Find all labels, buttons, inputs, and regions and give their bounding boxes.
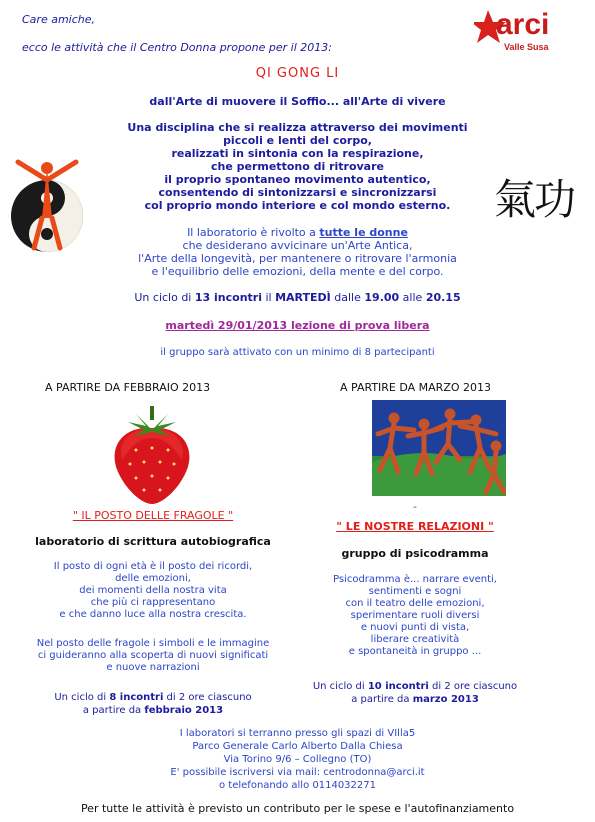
- paragraph-line: sperimentare ruoli diversi: [350, 610, 480, 621]
- paragraph-line: e che danno luce alla nostra crescita.: [59, 609, 247, 620]
- paragraph-line: sentimenti e sogni: [368, 586, 462, 597]
- right-title: " LE NOSTRE RELAZIONI ": [336, 520, 494, 533]
- greeting: Care amiche,: [22, 13, 96, 26]
- schedule-text: Un ciclo di: [134, 291, 195, 304]
- qigong-kanji: 氣功: [494, 175, 575, 224]
- footer-line: I laboratori si terranno presso gli spazi di VIlla5: [179, 728, 416, 739]
- cycle-text: Un ciclo di: [312, 681, 368, 692]
- qigong-description: [110, 121, 485, 212]
- schedule-text: alle: [399, 291, 426, 304]
- schedule-text: dalle: [330, 291, 365, 304]
- yin-yang-figure-image: [6, 158, 88, 254]
- audience-line: l'Arte della longevità, per mantenere o ritrovare l'armonia: [138, 252, 457, 265]
- paragraph-line: Il posto di ogni età è il posto dei ricordi,: [53, 561, 253, 572]
- schedule-start-time: 19.00: [364, 291, 400, 304]
- paragraph-line: e spontaneità in gruppo ...: [348, 646, 482, 657]
- dance-painting-image: [372, 400, 506, 496]
- description-line: consentendo di sintonizzarsi e sincronizzarsi: [158, 186, 437, 199]
- qigong-title: QI GONG LI: [255, 66, 340, 81]
- cycle-count: 8 incontri: [109, 692, 164, 703]
- audience-highlight: tutte le donne: [319, 226, 408, 239]
- left-paragraph-2: [10, 638, 296, 674]
- audience-prefix: Il laboratorio è rivolto a: [187, 226, 320, 239]
- footer-note: Per tutte le attività è previsto un contributo per le spese e l'autofinanziamento: [80, 802, 515, 815]
- arci-logo-sub: Valle Susa: [504, 42, 549, 52]
- start-month: febbraio 2013: [144, 705, 224, 716]
- left-cycle: [20, 691, 286, 717]
- right-cycle: [300, 680, 530, 706]
- paragraph-line: Psicodramma è... narrare eventi,: [332, 574, 497, 585]
- footer-line: o telefonando allo 0114032271: [219, 780, 376, 791]
- paragraph-line: Nel posto delle fragole i simboli e le immagine: [36, 638, 270, 649]
- intro-line: ecco le attività che il Centro Donna propone per il 2013:: [22, 41, 332, 54]
- paragraph-line: dei momenti della nostra vita: [79, 585, 227, 596]
- schedule-text: il: [261, 291, 276, 304]
- arci-logo-word: arci: [496, 8, 550, 41]
- schedule-end-time: 20.15: [425, 291, 461, 304]
- paragraph-line: e nuovi punti di vista,: [360, 622, 470, 633]
- paragraph-line: ci guideranno alla scoperta di nuovi significati: [37, 650, 269, 661]
- start-text: a partire da: [351, 694, 413, 705]
- description-line: realizzati in sintonia con la respirazione,: [171, 147, 424, 160]
- left-heading: A PARTIRE DA FEBBRAIO 2013: [45, 381, 211, 394]
- right-heading: A PARTIRE DA MARZO 2013: [340, 381, 492, 394]
- description-line: il proprio spontaneo movimento autentico,: [164, 173, 431, 186]
- qigong-subtitle: dall'Arte di muovere il Soffio... all'Arte di vivere: [149, 95, 446, 108]
- cycle-text: Un ciclo di: [54, 692, 110, 703]
- footer-line: Parco Generale Carlo Alberto Dalla Chiesa: [192, 741, 403, 752]
- schedule-count: 13 incontri: [194, 291, 262, 304]
- footer-line: Via Torino 9/6 – Collegno (TO): [223, 754, 372, 765]
- strawberry-image: [106, 404, 198, 506]
- footer-line: E' possibile iscriversi via mail: centrodonna@arci.it: [170, 767, 425, 778]
- left-title: " IL POSTO DELLE FRAGOLE ": [72, 509, 234, 522]
- paragraph-line: e nuove narrazioni: [106, 662, 200, 673]
- right-dash: -: [413, 500, 417, 513]
- paragraph-line: liberare creatività: [370, 634, 460, 645]
- schedule-day: MARTEDÌ: [275, 291, 331, 304]
- cycle-count: 10 incontri: [367, 681, 429, 692]
- qigong-audience: [90, 226, 505, 278]
- footer-info: [0, 727, 595, 792]
- minimum-participants: il gruppo sarà attivato con un minimo di 8 partecipanti: [160, 347, 435, 358]
- qigong-schedule: [0, 291, 595, 304]
- left-subtitle: laboratorio di scrittura autobiografica: [35, 535, 271, 548]
- right-paragraph: [300, 574, 530, 658]
- description-line: piccoli e lenti del corpo,: [223, 134, 372, 147]
- right-subtitle: gruppo di psicodramma: [341, 547, 489, 560]
- description-line: che permettono di ritrovare: [210, 160, 384, 173]
- audience-line: e l'equilibrio delle emozioni, della mente e del corpo.: [151, 265, 444, 278]
- start-month: marzo 2013: [412, 694, 479, 705]
- arci-logo: [474, 6, 590, 58]
- start-text: a partire da: [82, 705, 145, 716]
- left-paragraph-1: [20, 561, 286, 621]
- trial-lesson: martedì 29/01/2013 lezione di prova libera: [165, 319, 430, 332]
- description-line: col proprio mondo interiore e col mondo esterno.: [144, 199, 451, 212]
- paragraph-line: delle emozioni,: [115, 573, 191, 584]
- audience-line: che desiderano avvicinare un'Arte Antica,: [182, 239, 413, 252]
- paragraph-line: con il teatro delle emozioni,: [345, 598, 485, 609]
- cycle-text: di 2 ore ciascuno: [428, 681, 518, 692]
- cycle-text: di 2 ore ciascuno: [163, 692, 252, 703]
- description-line: Una disciplina che si realizza attraverso dei movimenti: [127, 121, 468, 134]
- paragraph-line: che più ci rappresentano: [90, 597, 216, 608]
